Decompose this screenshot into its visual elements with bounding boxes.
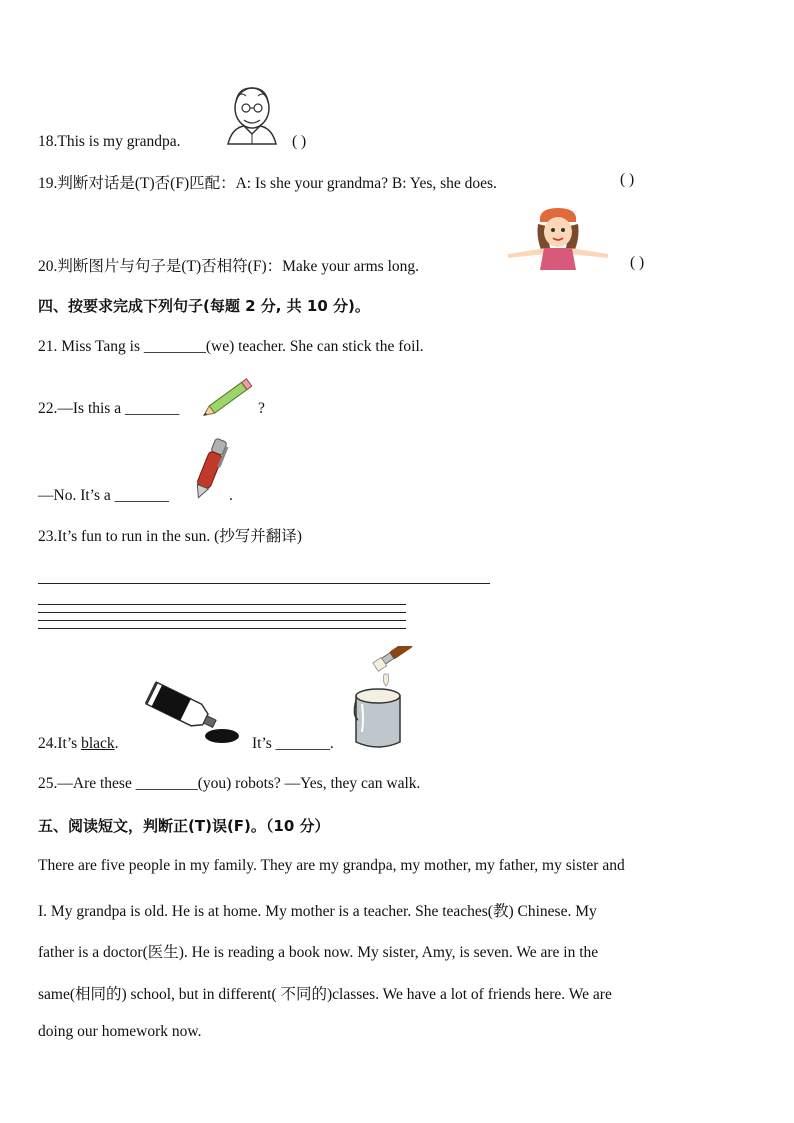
question-22-line2: —No. It’s a _______ <box>38 487 169 504</box>
girl-arms-icon <box>502 208 614 270</box>
pen-icon <box>190 436 230 502</box>
answer-line-translate-2[interactable] <box>38 612 406 613</box>
question-24-right: It’s _______. <box>252 735 334 752</box>
passage-line: same(相同的) school, but in different( 不同的)classes. We have a lot of friends here. We are <box>38 986 612 1003</box>
answer-line-translate-3[interactable] <box>38 620 406 621</box>
answer-paren-19[interactable]: ( ) <box>620 171 635 188</box>
answer-paren-18[interactable]: ( ) <box>292 133 307 150</box>
question-24-left: 24.It’s black. <box>38 735 119 752</box>
answer-line-copy[interactable] <box>38 583 490 584</box>
answer-line-translate-1[interactable] <box>38 604 406 605</box>
question-22-period: . <box>229 487 233 504</box>
question-21: 21. Miss Tang is ________(we) teacher. She can stick the foil. <box>38 338 424 355</box>
answer-line-translate-4[interactable] <box>38 628 406 629</box>
paint-bucket-icon <box>348 646 426 750</box>
grandpa-icon <box>222 82 282 146</box>
question-20: 20.判断图片与句子是(T)否相符(F)：Make your arms long. <box>38 258 419 275</box>
question-19: 19.判断对话是(T)否(F)匹配：A: Is she your grandma? B: Yes, she does. <box>38 175 497 192</box>
paint-tube-icon <box>142 678 242 746</box>
passage-line: I. My grandpa is old. He is at home. My mother is a teacher. She teaches(教) Chinese. My <box>38 903 597 920</box>
passage-line: father is a doctor(医生). He is reading a book now. My sister, Amy, is seven. We are in the <box>38 944 599 961</box>
pencil-icon <box>198 374 262 420</box>
section-5-heading: 五、阅读短文，判断正(T)误(F)。（10 分） <box>38 817 330 835</box>
question-25: 25.—Are these ________(you) robots? —Yes, they can walk. <box>38 775 421 792</box>
passage-line: There are five people in my family. They are my grandpa, my mother, my father, my sister and <box>38 857 625 874</box>
question-23: 23.It’s fun to run in the sun. (抄写并翻译) <box>38 528 302 545</box>
question-22-line1: 22.—Is this a _______ <box>38 400 180 417</box>
answer-paren-20[interactable]: ( ) <box>630 254 645 271</box>
section-4-heading: 四、按要求完成下列句子(每题 2 分, 共 10 分)。 <box>38 297 370 315</box>
question-22-qmark: ? <box>258 400 265 417</box>
passage-line: doing our homework now. <box>38 1023 202 1040</box>
question-18: 18.This is my grandpa. <box>38 133 181 150</box>
